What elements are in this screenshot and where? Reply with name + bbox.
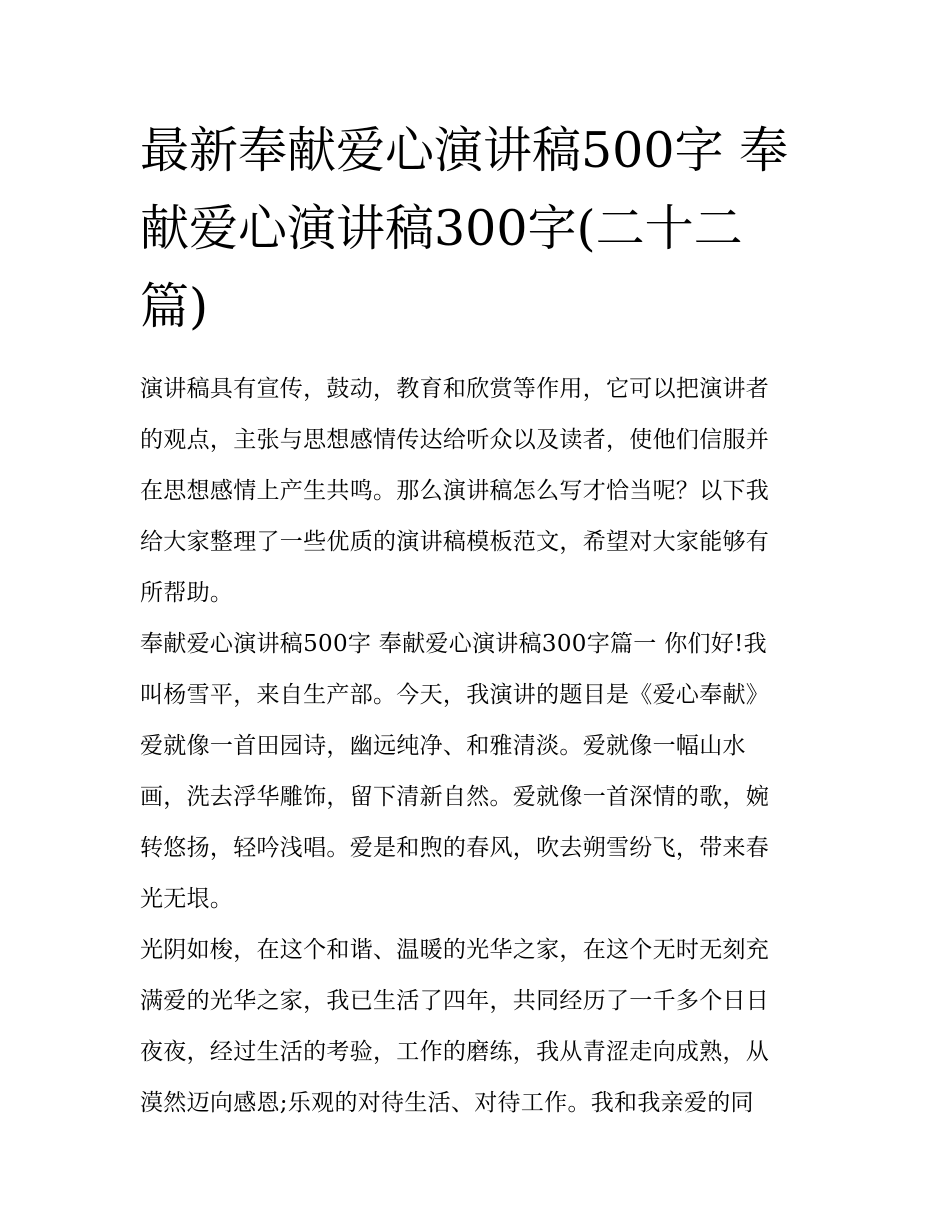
paragraph-line: 光无垠。 <box>140 886 234 912</box>
document-title <box>140 112 812 346</box>
paragraph-line: 叫杨雪平，来自生产部。今天，我演讲的题目是《爱心奉献》 <box>140 682 770 708</box>
title-line: 最新奉献爱心演讲稿500字 奉 <box>140 122 789 179</box>
paragraph-line: 给大家整理了一些优质的演讲稿模板范文，希望对大家能够有 <box>140 529 770 555</box>
paragraph-line: 转悠扬，轻吟浅唱。爱是和煦的春风，吹去朔雪纷飞，带来春 <box>140 835 770 861</box>
paragraph-line: 的观点，主张与思想感情传达给听众以及读者，使他们信服并 <box>140 427 770 453</box>
paragraph-line: 光阴如梭，在这个和谐、温暖的光华之家，在这个无时无刻充 <box>140 937 770 963</box>
paragraph-line: 演讲稿具有宣传，鼓动，教育和欣赏等作用，它可以把演讲者 <box>140 376 770 402</box>
paragraph-line: 在思想感情上产生共鸣。那么演讲稿怎么写才恰当呢？以下我 <box>140 478 770 504</box>
title-line: 篇) <box>140 278 209 335</box>
paragraph-line: 满爱的光华之家，我已生活了四年，共同经历了一千多个日日 <box>140 988 770 1014</box>
paragraph-line: 奉献爱心演讲稿500字 奉献爱心演讲稿300字篇一 你们好!我 <box>140 631 767 657</box>
document-body <box>140 112 812 1129</box>
paragraph-line: 所帮助。 <box>140 580 234 606</box>
paragraph-line: 爱就像一首田园诗，幽远纯净、和雅清淡。爱就像一幅山水 <box>140 733 746 759</box>
paragraph-line: 夜夜，经过生活的考验，工作的磨练，我从青涩走向成熟，从 <box>140 1039 770 1065</box>
intro-paragraph <box>140 364 812 619</box>
paragraph-line: 画，洗去浮华雕饰，留下清新自然。爱就像一首深情的歌，婉 <box>140 784 770 810</box>
paragraph-line: 漠然迈向感恩;乐观的对待生活、对待工作。我和我亲爱的同 <box>140 1090 754 1116</box>
speech-paragraph-one <box>140 619 812 925</box>
speech-paragraph-two <box>140 925 812 1129</box>
title-line: 献爱心演讲稿300字(二十二 <box>140 200 743 257</box>
